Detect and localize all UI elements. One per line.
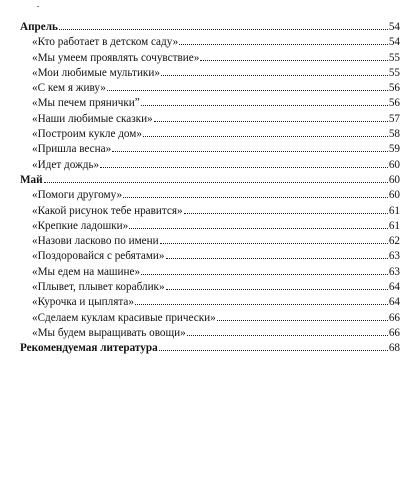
toc-page-number: 66: [388, 326, 400, 339]
toc-entry: [20, 51, 400, 66]
scan-speck: [37, 6, 39, 7]
toc-entry: [20, 35, 400, 50]
toc-page-number: 62: [388, 235, 400, 248]
toc-entry-title: «Какой рисунок тебе нравится»: [32, 204, 183, 217]
toc-page-number: 58: [388, 128, 400, 141]
toc-page-number: 64: [388, 281, 400, 294]
toc-section-may: [20, 173, 400, 188]
toc-page-number: 60: [388, 173, 400, 186]
toc-entry: [20, 158, 400, 173]
dot-leader: [160, 243, 388, 244]
toc-entry-title: «Поздоровайся с ребятами»: [32, 250, 165, 263]
toc-entry: [20, 234, 400, 249]
toc-entry: [20, 295, 400, 310]
toc-page-number: 64: [388, 296, 400, 309]
toc-entry-title: «Наши любимые сказки»: [32, 112, 153, 125]
toc-entry: [20, 311, 400, 326]
toc-page-number: 61: [388, 219, 400, 232]
dot-leader: [129, 228, 388, 229]
toc-entry-title: «Назови ласково по имени: [32, 235, 159, 248]
toc-entry: [20, 326, 400, 341]
toc-page-number: 55: [388, 51, 400, 64]
toc-entry-title: «Кто работает в детском саду»: [32, 36, 179, 49]
toc-entry-title: «Курочка и цыплята»: [32, 296, 134, 309]
dot-leader: [184, 213, 388, 214]
dot-leader: [217, 320, 388, 321]
toc-entry-title: «Мы едем на машине»: [32, 265, 141, 278]
toc-page-number: 59: [388, 143, 400, 156]
toc-page-number: 63: [388, 265, 400, 278]
dot-leader: [143, 136, 388, 137]
toc-entry: [20, 81, 400, 96]
dot-leader: [141, 105, 388, 106]
dot-leader: [179, 44, 388, 45]
toc-entry-title: «Пришла весна»: [32, 143, 112, 156]
toc-page-number: 56: [388, 97, 400, 110]
dot-leader: [166, 289, 388, 290]
toc-entry-title: «С кем я живу»: [32, 82, 106, 95]
toc-entry-title: «Мы будем выращивать овощи»: [32, 326, 186, 339]
dot-leader: [187, 335, 388, 336]
toc-entry: [20, 112, 400, 127]
toc-entry: [20, 280, 400, 295]
dot-leader: [135, 304, 388, 305]
toc-page-number: 54: [388, 36, 400, 49]
dot-leader: [166, 258, 388, 259]
dot-leader: [59, 29, 388, 30]
toc-entry-title: «Сделаем куклам красивые прически»: [32, 311, 216, 324]
toc-entry: [20, 96, 400, 111]
dot-leader: [141, 274, 388, 275]
toc-section-literature: [20, 341, 400, 356]
toc-section-april: [20, 20, 400, 35]
toc-entry: [20, 127, 400, 142]
toc-entry-title: «Построим кукле дом»: [32, 128, 142, 141]
toc-entry-title: «Помоги другому»: [32, 189, 123, 202]
toc-section-title: Май: [20, 173, 43, 186]
toc-entry-title: «Крепкие ладошки»: [32, 219, 129, 232]
dot-leader: [107, 90, 388, 91]
toc-entry: [20, 219, 400, 234]
toc-section-title: Рекомендуемая литература: [20, 342, 158, 355]
toc-entry: [20, 142, 400, 157]
toc-entry-title: «Идет дождь»: [32, 158, 100, 171]
dot-leader: [159, 350, 388, 351]
dot-leader: [161, 75, 388, 76]
toc-page-number: 56: [388, 82, 400, 95]
table-of-contents: [20, 20, 400, 357]
toc-entry-title: «Мы умеем проявлять сочувствие»: [32, 51, 200, 64]
toc-entry: [20, 265, 400, 280]
toc-entry: [20, 204, 400, 219]
toc-entry: [20, 188, 400, 203]
toc-entry-title: «Плывет, плывет кораблик»: [32, 281, 165, 294]
toc-section-title: Апрель: [20, 21, 58, 33]
toc-entry-title: «Мои любимые мультики»: [32, 66, 160, 79]
toc-entry: [20, 66, 400, 81]
dot-leader: [154, 121, 388, 122]
dot-leader: [123, 197, 388, 198]
toc-entry: [20, 249, 400, 264]
toc-page-number: 63: [388, 250, 400, 263]
dot-leader: [112, 151, 388, 152]
dot-leader: [100, 167, 388, 168]
toc-page-number: 66: [388, 311, 400, 324]
toc-page-number: 55: [388, 66, 400, 79]
toc-page-number: 60: [388, 189, 400, 202]
toc-page-number: 60: [388, 158, 400, 171]
toc-page-number: 57: [388, 112, 400, 125]
toc-entry-title: «Мы печем пряничкиˮ: [32, 97, 140, 110]
dot-leader: [200, 60, 387, 61]
dot-leader: [44, 182, 388, 183]
toc-page-number: 54: [388, 21, 400, 33]
toc-page-number: 68: [388, 342, 400, 355]
toc-page-number: 61: [388, 204, 400, 217]
